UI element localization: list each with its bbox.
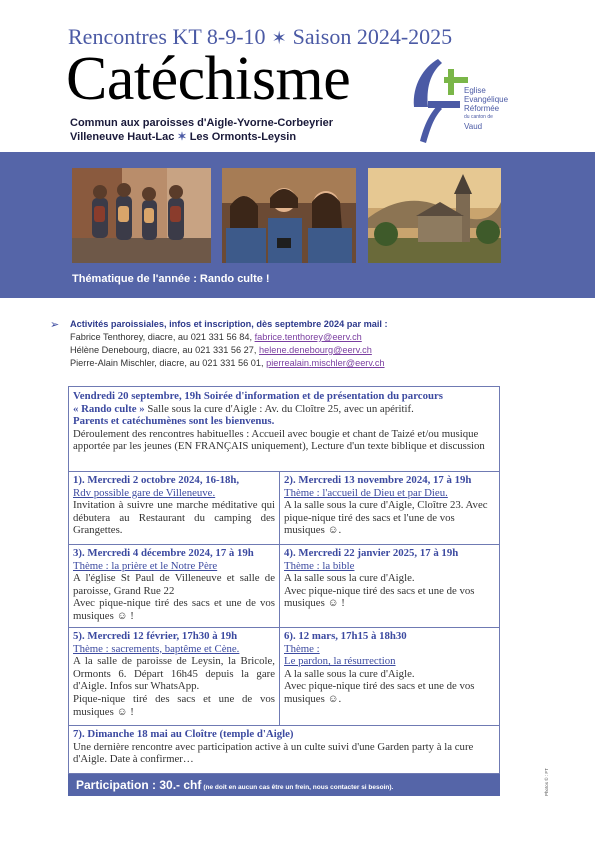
subtitle-line-2 (70, 130, 333, 144)
photo-church (368, 168, 501, 263)
intro-line-1: Vendredi 20 septembre, 19h Soirée d'information et de présentation du parcours (73, 390, 443, 402)
photo-credit: Photos © : FT (544, 768, 549, 796)
intro-description: Déroulement des rencontres habituelles : Accueil avec bougie et chant de Taizé et/ou musique apportée par les jeunes (EN FRANÇAIS uniquement), Lecture d'un texte biblique et discussion (73, 427, 485, 453)
contact-pierre-alain: Pierre-Alain Mischler, diacre, au 021 331 56 01, pierrealain.mischler@eerv.ch (70, 358, 385, 368)
intro-location: Salle sous la cure d'Aigle : Av. du Cloître 25, avec un apéritif. (144, 402, 414, 415)
photo-band (0, 152, 595, 298)
session-5: 5). Mercredi 12 février, 17h30 à 19h Thème : sacrements, baptême et Cène. A la salle de paroisse de Leysin, la Bricole, Ormonts 6. Départ 16h45 depuis la gare d'Aigle. Infos sur WhatsApp. Pique-nique tiré des sacs et une de vos musiques ☺ ! (73, 630, 275, 718)
email-link[interactable]: pierrealain.mischler@eerv.ch (266, 358, 385, 368)
schedule-table (68, 386, 500, 774)
info-heading: Activités paroissiales, infos et inscription, dès septembre 2024 par mail : (70, 319, 388, 329)
session-6: 6). 12 mars, 17h15 à 18h30 Thème : Le pardon, la résurrection A la salle sous la cure d'Aigle. Avec pique-nique tiré des sacs et une de vos musiques ☺. (284, 630, 475, 705)
logo-line-1: Eglise (464, 86, 486, 95)
session-1: 1). Mercredi 2 octobre 2024, 16-18h, Rdv possible gare de Villeneuve. Invitation à suivre une marche méditative qui débutera au Restaurant du camping des Grangettes. (73, 474, 275, 537)
arrow-bullet-icon: ➢ (50, 319, 60, 331)
page-title: Catéchisme (66, 45, 351, 113)
photo-youth-walking (72, 168, 211, 263)
subtitle-line-1: Commun aux paroisses d'Aigle-Yvorne-Corbeyrier (70, 117, 334, 129)
intro-rando-culte: « Rando culte » (73, 402, 145, 415)
contact-fabrice: Fabrice Tenthorey, diacre, au 021 331 56 84, fabrice.tenthorey@eerv.ch (70, 332, 362, 342)
email-link[interactable]: helene.denebourg@eerv.ch (259, 345, 372, 355)
photo-youth-phones (222, 168, 356, 263)
logo-line-4: du canton de (464, 114, 493, 120)
participation-note: (ne doit en aucun cas être un frein, nous contacter si besoin). (203, 784, 394, 791)
logo-line-3: Réformée (464, 104, 500, 113)
season-left: Rencontres KT 8-9-10 (68, 24, 266, 49)
star-icon: ✶ (271, 28, 287, 48)
year-theme: Thématique de l'année : Rando culte ! (72, 273, 270, 285)
subtitle-ormonts: Les Ormonts-Leysin (189, 131, 297, 143)
intro-welcome: Parents et catéchumènes sont les bienvenus. (73, 415, 275, 428)
contact-helene: Hélène Denebourg, diacre, au 021 331 56 27, helene.denebourg@eerv.ch (70, 345, 372, 355)
eerv-logo-text (464, 86, 508, 131)
star-icon: ✶ (177, 131, 187, 143)
season-right: Saison 2024-2025 (292, 24, 453, 49)
session-3: 3). Mercredi 4 décembre 2024, 17 à 19h Thème : la prière et le Notre Père A l'église St Paul de Villeneuve et salle de paroisse, Grand Rue 22 Avec pique-nique tiré des sacs et une de vos musiques ☺ ! (73, 547, 275, 622)
parishes-subtitle (70, 116, 333, 144)
logo-line-2: Evangélique (464, 95, 509, 104)
intro-cell (69, 387, 499, 456)
subtitle-villeneuve: Villeneuve Haut-Lac (70, 131, 175, 143)
email-link[interactable]: fabrice.tenthorey@eerv.ch (254, 332, 362, 342)
session-4: 4). Mercredi 22 janvier 2025, 17 à 19h Thème : la bible A la salle sous la cure d'Aigle. Avec pique-nique tiré des sacs et une de vos musiques ☺ ! (284, 547, 475, 610)
participation-bar (68, 774, 500, 796)
session-2: 2). Mercredi 13 novembre 2024, 17 à 19h Thème : l'accueil de Dieu et par Dieu. A la salle sous la cure d'Aigle, Cloître 23. Avec pique-nique tiré des sacs et l'une de vos musiques ☺. (284, 474, 488, 537)
participation-price: Participation : 30.- chf (76, 778, 202, 792)
logo-line-5: Vaud (464, 122, 483, 131)
session-7: 7). Dimanche 18 mai au Cloître (temple d'Aigle) Une dernière rencontre avec participation active à un culte suivi d'une Garden party à la cure d'Aigle. Date à confirmer… (73, 728, 474, 766)
